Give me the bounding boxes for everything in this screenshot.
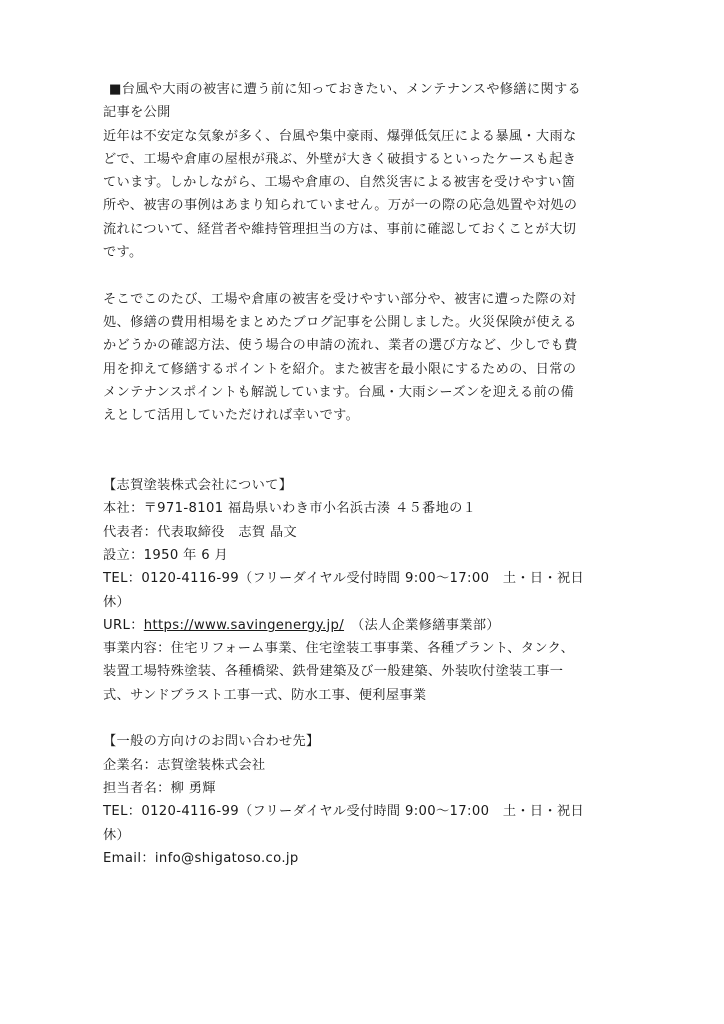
intro-heading-line-2: 記事を公開 <box>103 105 171 121</box>
company-address: 本社：〒971-8101 福島県いわき市小名浜古湊 ４５番地の１ <box>103 501 477 517</box>
paragraph-line: どで、工場や倉庫の屋根が飛ぶ、外壁が大きく破損するといったケースも起き <box>103 151 577 167</box>
intro-paragraph-2 <box>103 288 623 428</box>
contact-section <box>103 730 623 870</box>
paragraph-line: えとして活用していただければ幸いです。 <box>103 408 360 424</box>
url-note: （法人企業修繕事業部） <box>344 617 500 633</box>
contact-tel-line-1: TEL：0120-4116-99（フリーダイヤル受付時間 9:00～17:00 土・日・祝日 <box>103 804 585 820</box>
paragraph-line: 近年は不安定な気象が多く、台風や集中豪雨、爆弾低気圧による暴風・大雨な <box>103 128 577 144</box>
paragraph-line: です。 <box>103 245 143 261</box>
company-business-line: 事業内容：住宅リフォーム事業、住宅塗装工事事業、各種プラント、タンク、 <box>103 641 575 657</box>
intro-paragraph-1 <box>103 125 623 265</box>
paragraph-line: 流れについて、経営者や維持管理担当の方は、事前に確認しておくことが大切 <box>103 221 577 237</box>
company-representative: 代表者：代表取締役 志賀 晶文 <box>103 524 298 540</box>
paragraph-line: 用を抑えて修繕するポイントを紹介。また被害を最小限にするための、日常の <box>103 361 577 377</box>
spacer <box>103 427 623 474</box>
url-label: URL： <box>103 617 144 633</box>
company-established: 設立：1950 年 6 月 <box>103 547 229 563</box>
intro-heading-line-1: ■台風や大雨の被害に遭う前に知っておきたい、メンテナンスや修繕に関する <box>109 82 582 97</box>
paragraph-line: 処、修繕の費用相場をまとめたブログ記事を公開しました。火災保険が使える <box>103 314 577 330</box>
company-business-line: 式、サンドブラスト工事一式、防水工事、便利屋事業 <box>103 687 427 703</box>
company-business-line: 装置工場特殊塗装、各種橋梁、鉄骨建築及び一般建築、外装吹付塗装工事一 <box>103 664 564 680</box>
paragraph-line: メンテナンスポイントも解説しています。台風・大雨シーズンを迎える前の備 <box>103 384 575 400</box>
company-url-row <box>103 614 623 637</box>
spacer <box>103 264 623 287</box>
contact-tel-line-2: 休） <box>103 827 131 843</box>
company-url-link[interactable]: https://www.savingenergy.jp/ <box>143 617 345 633</box>
contact-company-name: 企業名：志賀塗装株式会社 <box>103 757 266 773</box>
company-tel-line-1: TEL：0120-4116-99（フリーダイヤル受付時間 9:00～17:00 土・日・祝日 <box>103 571 585 587</box>
paragraph-line: ています。しかしながら、工場や倉庫の、自然災害による被害を受けやすい箇 <box>103 175 576 191</box>
paragraph-line: かどうかの確認方法、使う場合の申請の流れ、業者の選び方など、少しでも費 <box>103 338 578 354</box>
intro-heading <box>103 78 623 125</box>
company-section <box>103 474 623 707</box>
contact-email[interactable]: Email：info@shigatoso.co.jp <box>103 850 299 866</box>
document-page <box>103 78 623 870</box>
paragraph-line: そこでこのたび、工場や倉庫の被害を受けやすい部分や、被害に遭った際の対 <box>103 291 577 307</box>
contact-title: 【一般の方向けのお問い合わせ先】 <box>103 734 320 750</box>
company-title: 【志賀塗装株式会社について】 <box>103 478 293 494</box>
paragraph-line: 所や、被害の事例はあまり知られていません。万が一の際の応急処置や対処の <box>103 198 578 214</box>
spacer <box>103 707 623 730</box>
company-tel-line-2: 休） <box>103 594 131 610</box>
contact-person: 担当者名：柳 勇輝 <box>103 780 216 796</box>
